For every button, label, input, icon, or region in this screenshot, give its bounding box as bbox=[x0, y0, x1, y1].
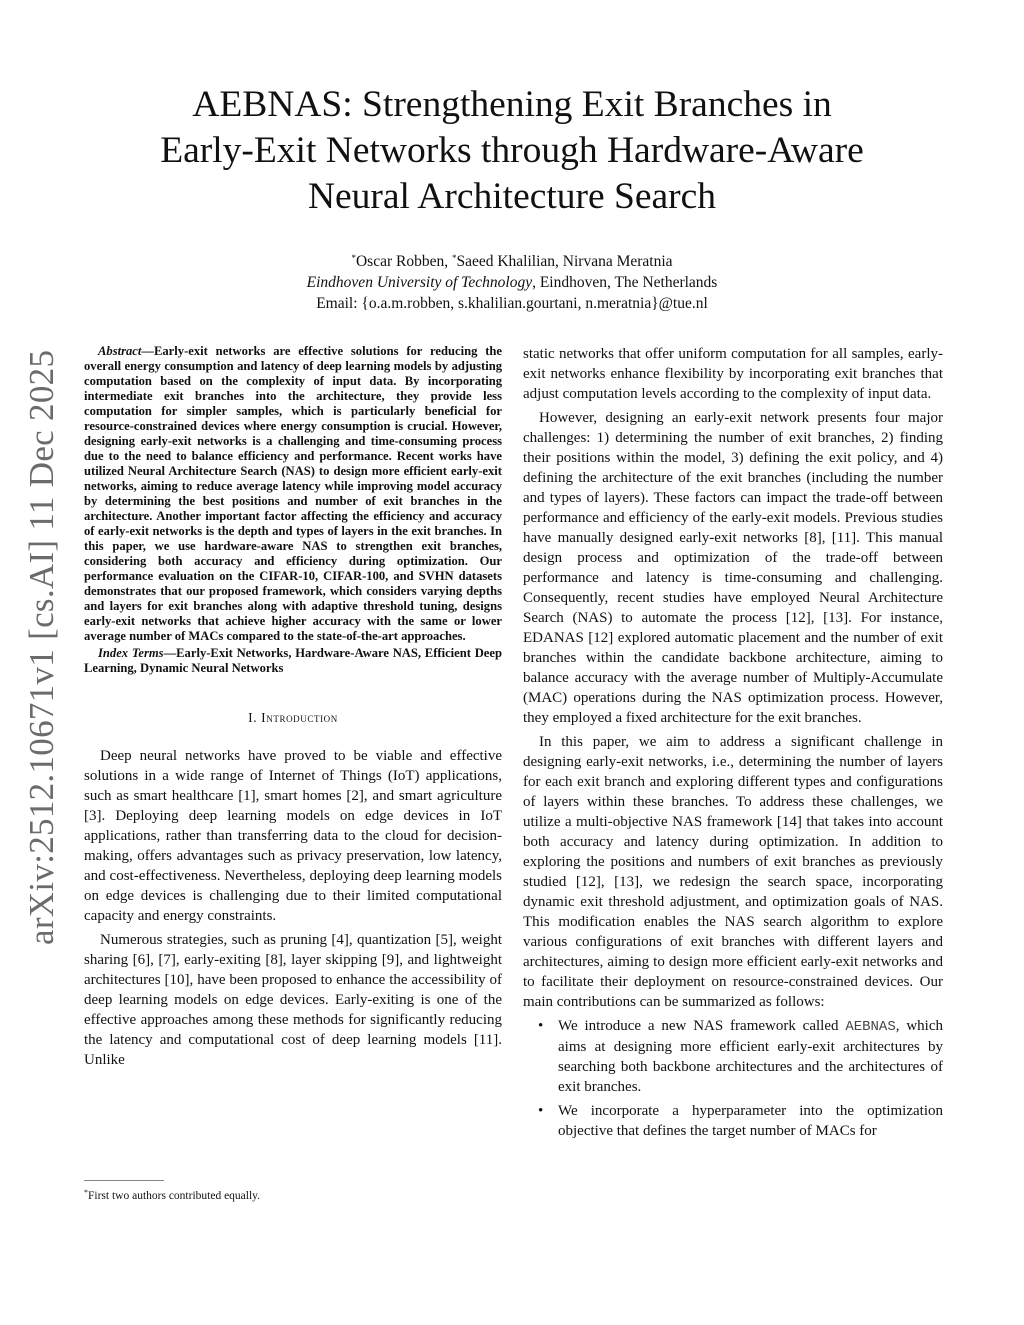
author-names: *Oscar Robben, *Saeed Khalilian, Nirvana Meratnia bbox=[351, 253, 673, 270]
footnote-divider bbox=[84, 1180, 164, 1181]
index-terms: Index Terms—Early-Exit Networks, Hardware-Aware NAS, Efficient Deep Learning, Dynamic Neural Networks bbox=[84, 646, 502, 675]
left-column bbox=[84, 344, 502, 1074]
paragraph: In this paper, we aim to address a significant challenge in designing early-exit networks, i.e., determining the number of layers for each exit branch and exploring different types and configurations of layers within these branches. To address these challenges, we utilize a multi-objective NAS framework [14] that takes into account both accuracy and latency during optimization. In addition to exploring the positions and numbers of exit branches as previously studied [12], [13], we redesign the search space, incorporating dynamic exit threshold adjustment, and optimization goals of NAS. This modification enables the NAS search algorithm to explore various configurations of exit branches with different layers and architectures, aiming to design more efficient early-exit networks and to facilitate their deployment on resource-constrained devices. Our main contributions can be summarized as follows: bbox=[523, 734, 943, 1010]
list-item: • We incorporate a hyperparameter into the optimization objective that defines the target number of MACs for bbox=[538, 1103, 943, 1139]
paragraph: Numerous strategies, such as pruning [4], quantization [5], weight sharing [6], [7], early-exiting [8], layer skipping [9], and lightweight architectures [10], have been proposed to enhance the accessibility of deep learning models on edge devices. Early-exiting is one of the effective approaches among these methods for significantly reducing the latency and computational cost of deep learning models [11]. Unlike bbox=[84, 932, 502, 1068]
right-column bbox=[523, 344, 943, 1145]
paragraph: Deep neural networks have proved to be viable and effective solutions in a wide range of Internet of Things (IoT) applications, such as smart healthcare [1], smart homes [2], and smart agriculture [3]. Deploying deep learning models on edge devices in IoT applications, rather than transferring data to the cloud for decision-making, offers advantages such as privacy preservation, low latency, and cost-effectiveness. Nevertheless, deploying deep learning models on edge devices is challenging due to their limited computational capacity and energy constraints. bbox=[84, 748, 502, 924]
title-line: Early-Exit Networks through Hardware-Aware bbox=[160, 130, 864, 171]
paragraph: However, designing an early-exit network presents four major challenges: 1) determining the number of exit branches, 2) finding their positions within the model, 3) defining the exit policy, and 4) defining the architecture of the exit branches (including the number and types of layers). These factors can impact the trade-off between performance and efficiency of the early-exit models. Previous studies have manually designed early-exit networks [8], [11]. This manual design process and optimization of the trade-off between performance and latency is time-consuming and challenging. Consequently, recent studies have employed Neural Architecture Search (NAS) to automate the process [12], [13]. For instance, EDANAS [12] explored automatic placement and the number of exit branches within the candidate backbone architecture, aiming to balance accuracy with the average number of Multiply-Accumulate (MAC) operations during the NAS optimization process. However, they employed a fixed architecture for the exit branches. bbox=[523, 410, 943, 726]
author-affiliation: Eindhoven University of Technology, Eindhoven, The Netherlands bbox=[306, 274, 718, 291]
paper-title bbox=[100, 82, 924, 220]
section-heading: I. Introduction bbox=[248, 710, 338, 725]
bullet-icon: • bbox=[538, 1018, 544, 1034]
paragraph: static networks that offer uniform computation for all samples, early-exit networks enhance flexibility by incorporating exit branches that adjust computation levels according to the complexity of input data. bbox=[523, 346, 943, 402]
list-item: • We introduce a new NAS framework called AEBNAS, which aims at designing more efficient early-exit architectures by searching both backbone architectures and the architectures of exit branches. bbox=[538, 1018, 943, 1095]
arxiv-identifier: arXiv:2512.10671v1 [cs.AI] 11 Dec 2025 bbox=[22, 349, 61, 945]
footnote: *First two authors contributed equally. bbox=[84, 1188, 261, 1202]
abstract: Abstract—Early-exit networks are effective solutions for reducing the overall energy consumption and latency of deep learning models by adjusting computation based on the complexity of input data. By incorporating intermediate exit branches into the architecture, they provide less computation for simpler samples, which is particularly beneficial for resource-constrained devices where energy consumption is crucial. However, designing early-exit networks is a challenging and time-consuming process due to the need to balance efficiency and performance. Recent works have utilized Neural Architecture Search (NAS) to design more efficient early-exit networks, aiming to reduce average latency while improving model accuracy by determining the best positions and number of exit branches in the architecture. Another important factor affecting the efficiency and accuracy of early-exit networks is the depth and types of layers in the exit branches. In this paper, we use hardware-aware NAS to strengthen exit branches, considering both accuracy and efficiency during optimization. Our performance evaluation on the CIFAR-10, CIFAR-100, and SVHN datasets demonstrates that our proposed framework, which considers varying depths and layers for exit branches along with adaptive threshold tuning, designs early-exit networks that achieve higher accuracy with the same or lower average number of MACs compared to the state-of-the-art approaches. bbox=[84, 344, 502, 643]
title-line: Neural Architecture Search bbox=[307, 176, 717, 217]
author-block bbox=[100, 248, 924, 314]
title-line: AEBNAS: Strengthening Exit Branches in bbox=[192, 84, 832, 125]
contributions-list bbox=[523, 1016, 943, 1141]
bullet-icon: • bbox=[538, 1103, 544, 1119]
author-email: Email: {o.a.m.robben, s.khalilian.gourtani, n.meratnia}@tue.nl bbox=[316, 295, 708, 312]
